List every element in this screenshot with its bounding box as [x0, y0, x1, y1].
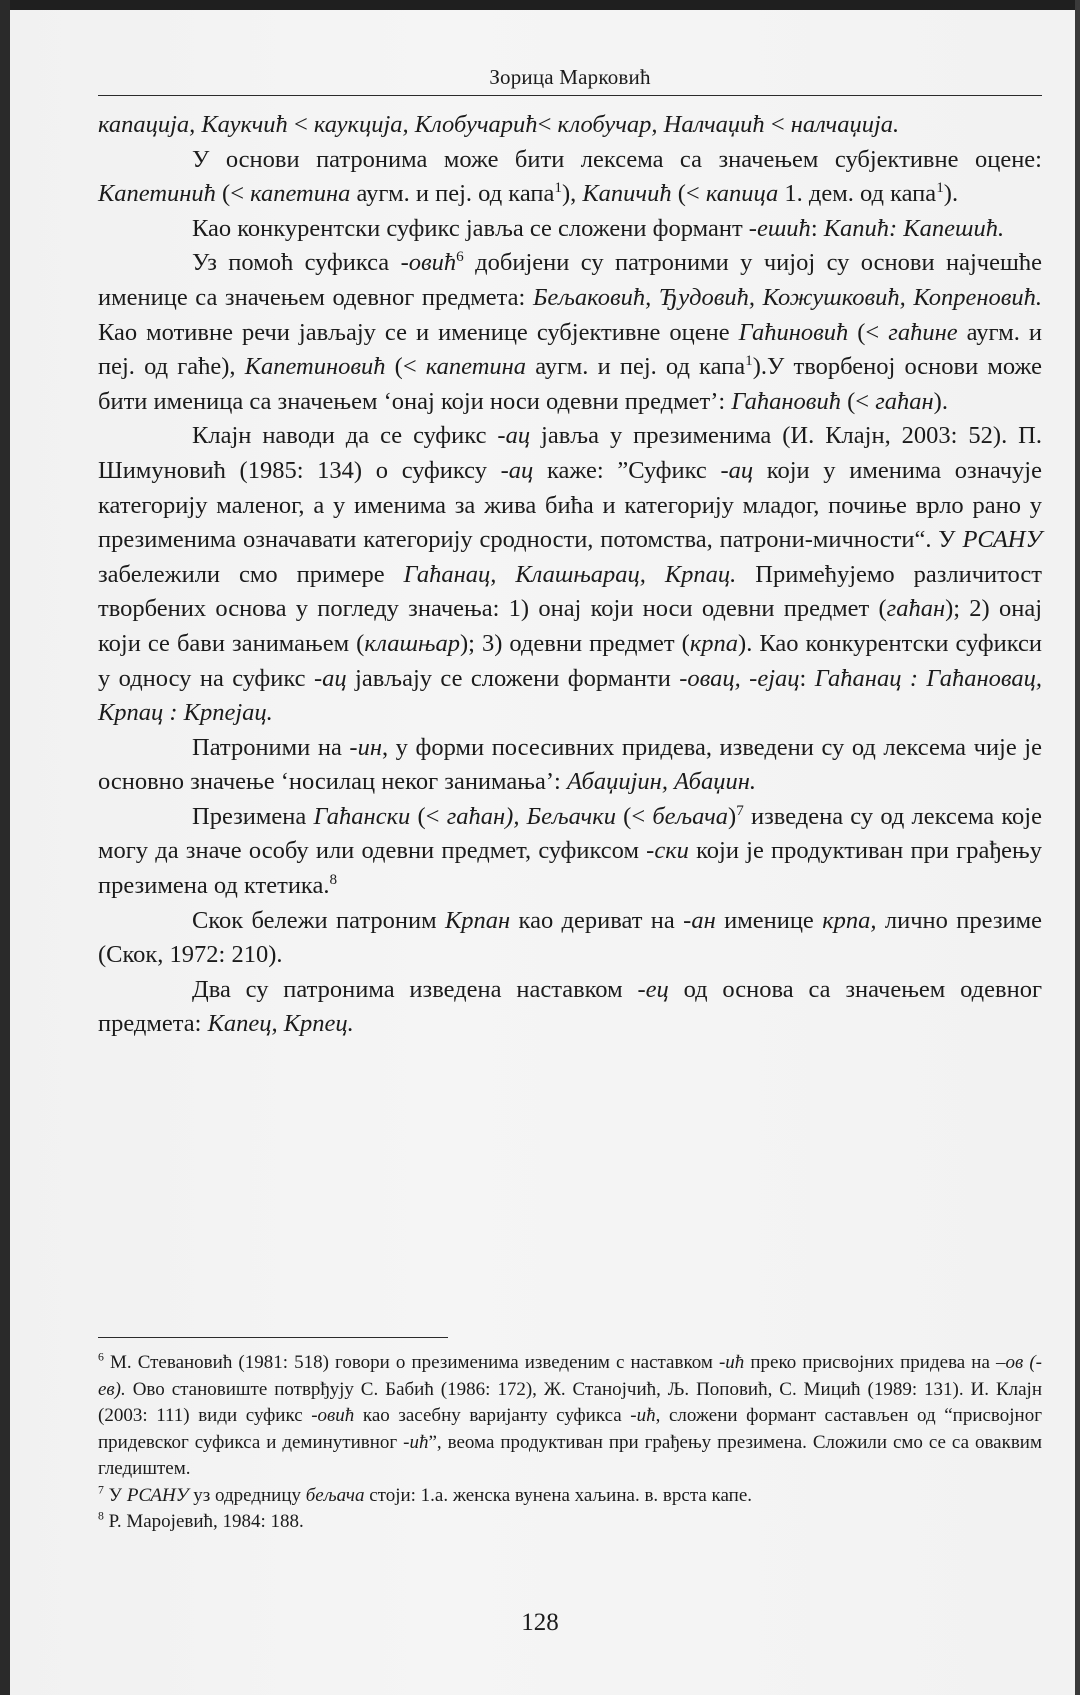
footnote-ref: 7: [736, 801, 744, 819]
running-head-author: Зорица Марковић: [489, 65, 651, 89]
footnote-ref: 1: [745, 352, 753, 369]
footnote-3: [98, 1509, 1042, 1536]
italic-run: -ић: [403, 1431, 429, 1453]
text-run: као дериват на: [510, 906, 684, 934]
italic-run: -ин: [349, 733, 382, 761]
italic-run: Гаћановић: [731, 387, 841, 415]
text-run: М. Стевановић (1981: 518) говори о презименима изведеним с наставком: [103, 1352, 719, 1373]
paragraph-3: [98, 212, 1042, 247]
text-run: ),: [561, 180, 583, 208]
italic-run: бељача: [305, 1484, 365, 1506]
italic-run: гаћине: [888, 318, 958, 346]
text-run: (<: [410, 802, 447, 830]
text-run: ).: [933, 387, 948, 415]
text-run: :: [799, 664, 815, 692]
footnote-2: [98, 1483, 1042, 1510]
footnote-ref: 7: [98, 1483, 104, 1497]
text-run: ): [728, 802, 737, 830]
footnote-separator: [98, 1337, 448, 1338]
italic-run: Абаџијин, Абаџин.: [566, 768, 757, 796]
italic-run: каукција, Клобучарић: [313, 111, 538, 138]
text-run: Ово становиште потврђују С. Бабић (1986: 172), Ж. Станојчић, Љ. Поповић, С. Мицић (1989: 131). И. Клајн (2003: 111) види суфикс: [98, 1378, 1042, 1426]
footnote-ref: 1: [554, 179, 562, 197]
paragraph-4: [98, 246, 1042, 419]
text-run: који је продуктиван при грађењу презимена од ктетика.: [98, 837, 1042, 900]
italic-run: -овић: [311, 1405, 355, 1426]
italic-run: Гаћански: [313, 802, 411, 830]
footnote-ref: 6: [456, 248, 464, 266]
text-run: (<: [385, 353, 426, 381]
italic-run: клобучар, Налчаџић: [557, 111, 765, 138]
text-run: Као конкурентски суфикс јавља се сложени формант: [192, 214, 749, 242]
italic-run: капица: [705, 180, 779, 208]
italic-run: -овић: [400, 249, 457, 277]
footnotes: [98, 1350, 1042, 1536]
footnote-ref: 8: [98, 1509, 104, 1523]
text-run: Патроними на: [192, 733, 350, 761]
italic-run: крпа: [689, 629, 739, 657]
footnote-ref: 8: [329, 870, 338, 888]
italic-run: -ац: [497, 422, 531, 450]
text-run: Р. Маројевић, 1984: 188.: [103, 1511, 304, 1532]
italic-run: -ић: [630, 1405, 656, 1426]
italic-run: Капец, Крпец.: [207, 1010, 354, 1038]
text-run: (<: [848, 318, 889, 346]
italic-run: капацијa, Каукчић: [98, 111, 288, 138]
main-text: [98, 108, 1042, 1042]
italic-run: Гаћиновић: [738, 318, 849, 346]
text-run: <: [537, 111, 558, 138]
italic-run: -ац: [500, 456, 534, 484]
italic-run: РСАНУ: [962, 526, 1042, 554]
text-run: , сложени формант састављен од “присвојног придевског суфикса и деминутивног: [98, 1405, 1043, 1453]
italic-run: –ов (-ев).: [98, 1352, 1042, 1400]
italic-run: -ски: [646, 837, 689, 865]
italic-run: -ац: [720, 456, 754, 484]
italic-run: Капичић: [582, 180, 672, 208]
text-run: (<: [840, 387, 876, 415]
running-header: [98, 63, 1042, 96]
italic-run: Капетинић: [98, 180, 216, 208]
italic-run: РСАНУ: [126, 1484, 189, 1506]
italic-run: -ан: [683, 906, 716, 934]
footnote-1: [98, 1350, 1042, 1483]
text-run: , у форми посесивних придева, изведени су од лексема чије је основно значење ‘носилац неког занимања’:: [98, 733, 1042, 796]
text-run: (<: [215, 180, 251, 208]
text-run: ).У творбеној основи може бити именица са значењем ‘онај који носи одевни предмет’:: [98, 353, 1042, 415]
text-run: ); 3) одевни предмет (: [459, 629, 690, 657]
footnote-ref: 6: [98, 1350, 104, 1364]
text-run: уз одредницу: [188, 1484, 306, 1506]
paragraph-2: [98, 143, 1042, 212]
text-run: У основи патронима може бити лексема са значењем субјективне оцене:: [192, 145, 1042, 173]
text-run: Скок бележи патроним: [192, 906, 445, 934]
text-run: Примећујемо различитост творбених основа у погледу значења: 1) онај који носи одевни предмет (: [98, 560, 1042, 623]
text-run: аугм. и пеј. од капа: [526, 353, 746, 381]
text-run: <: [287, 111, 314, 138]
text-run: јављају се сложени форманти: [346, 664, 680, 692]
text-run: добијени су патроними у чијој су основи најчешће именице са значењем одевног предмета:: [98, 249, 1042, 311]
text-run: аугм. и пеј. од капа: [350, 180, 555, 208]
text-run: као засебну варијанту суфикса: [354, 1405, 631, 1426]
text-run: аугм. и пеј. од гаће),: [98, 318, 1042, 381]
text-run: изведена су од лексема које могу да значе особу или одевни предмет, суфиксом: [98, 802, 1042, 865]
text-run: (<: [615, 802, 653, 830]
italic-run: гаћан: [886, 595, 946, 623]
italic-run: крпа,: [822, 906, 877, 934]
text-run: Два су патронима изведена наставком: [192, 975, 638, 1003]
italic-run: Крпан: [444, 906, 511, 934]
text-run: ). Као конкурентски суфикси у односу на суфикс: [98, 629, 1043, 692]
italic-run: -овац, -ејац: [679, 664, 800, 692]
paragraph-8: [98, 904, 1042, 973]
text-run: ).: [943, 180, 959, 208]
scan-edge-left: [0, 0, 10, 1695]
text-run: <: [764, 111, 791, 138]
text-run: ); 2) онај који се бави занимањем (: [98, 595, 1042, 657]
text-run: јавља у презименима (И. Клајн, 2003: 52). П. Шимуновић (1985: 134) о суфиксу: [98, 422, 1042, 484]
paragraph-9: [98, 973, 1042, 1042]
text-run: ”, веома продуктиван при грађењу презимена. Сложили смо се са оваквим гледиштем.: [98, 1431, 1042, 1479]
text-run: (<: [671, 180, 706, 208]
text-run: који у именима означује категорију маленог, а у именима за жива бића и категорију младог, почиње врло рано у презименима означавати категорију сродности, потомства, патрони-мичности“. У: [98, 456, 1042, 554]
italic-run: гаћан), Бељачки: [446, 802, 616, 830]
italic-run: -ац: [313, 664, 347, 692]
text-run: каже: ”Суфикс: [533, 456, 721, 484]
text-run: 1. дем. од капа: [778, 180, 937, 208]
paragraph-7: [98, 800, 1042, 904]
italic-run: Капић: Капешић.: [823, 214, 1005, 242]
page-number: 128: [521, 1609, 559, 1636]
text-run: од основа са значењем одевног предмета:: [98, 975, 1042, 1038]
text-run: Клајн наводи да се суфикс: [192, 422, 498, 450]
italic-run: -ец: [637, 975, 669, 1003]
italic-run: клашњар: [364, 629, 460, 657]
footnote-ref: 1: [936, 179, 944, 197]
paragraph-6: [98, 731, 1042, 800]
italic-run: Бељаковић, Ђудовић, Кожушковић, Копреновић.: [532, 283, 1043, 311]
italic-run: Капетиновић: [244, 353, 386, 381]
italic-run: бељача: [652, 802, 729, 830]
paragraph-1: [98, 108, 1042, 143]
text-run: преко присвојних придева на: [744, 1352, 996, 1373]
text-run: лично презиме (Скок, 1972: 210).: [98, 906, 1042, 969]
text-run: Презимена: [192, 802, 314, 830]
text-run: :: [810, 214, 824, 242]
text-run: Као мотивне речи јављају се и именице субјективне оцене: [98, 318, 739, 346]
italic-run: гаћан: [875, 387, 934, 415]
text-run: забележили смо примере: [98, 560, 404, 588]
text-run: У: [103, 1484, 127, 1506]
italic-run: Гаћанац, Клашњарац, Крпац.: [403, 560, 737, 588]
italic-run: -ић: [718, 1352, 745, 1373]
italic-run: капетина: [425, 353, 527, 381]
italic-run: -ешић: [748, 214, 811, 242]
italic-run: налчаџија.: [790, 111, 900, 138]
text-run: стоји: 1.а. женска вунена хаљина. в. врста капе.: [364, 1484, 753, 1506]
italic-run: Гаћанац : Гаћановац, Крпац : Крпејац.: [98, 664, 1042, 727]
scan-edge-right: [1075, 0, 1080, 1695]
scan-edge-top: [0, 0, 1080, 10]
text-run: именице: [715, 906, 823, 934]
italic-run: капетина: [250, 180, 351, 208]
text-run: Уз помоћ суфикса: [192, 249, 401, 277]
paragraph-5: [98, 419, 1042, 730]
